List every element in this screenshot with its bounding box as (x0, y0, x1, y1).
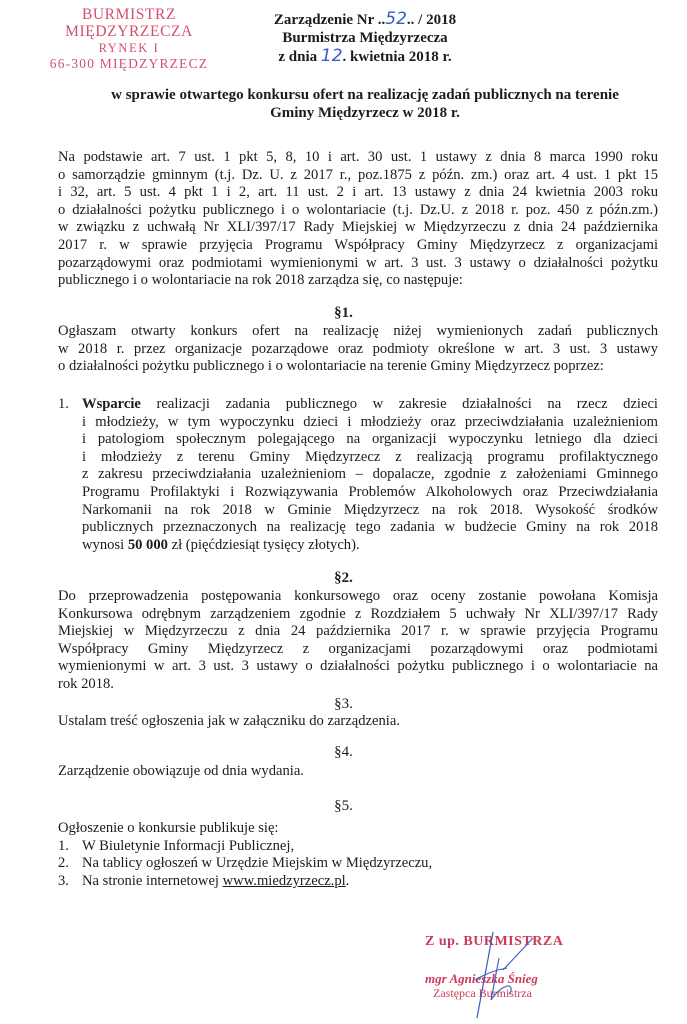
section-3-heading: §3. (334, 696, 353, 712)
section-1-intro: Ogłaszam otwarty konkurs ofert na realizację niżej wymienionych zadań publicznych w 2018 r. przez organizacje pozarządowe oraz podmioty określone w art. 3 ust. 3 ustawy o działalności pożytku publicznego i o wolontariacie na terenie Gminy Międzyrzecz poprzez: (58, 323, 658, 375)
publication-intro: Ogłoszenie o konkursie publikuje się: (58, 820, 279, 836)
section-2-heading: §2. (334, 570, 353, 586)
ordinance-date-line: z dnia 12. kwietnia 2018 r. (278, 46, 452, 66)
task-lead: Wsparcie (82, 396, 141, 412)
publication-item: 2. Na tablicy ogłoszeń w Urzędzie Miejskim w Międzyrzeczu, (58, 855, 433, 872)
ordinance-number-line: Zarządzenie Nr ..52.. / 2018 (273, 9, 457, 29)
section-5-heading: §5. (334, 798, 353, 814)
section-4-text: Zarządzenie obowiązuje od dnia wydania. (58, 763, 304, 779)
website-link[interactable]: www.miedzyrzecz.pl (222, 872, 346, 889)
document-title: w sprawie otwartego konkursu ofert na realizację zadań publicznych na terenie Gminy Międzyrzecz w 2018 r. (111, 87, 619, 121)
list-number: 1. (58, 396, 69, 412)
section-2-paragraph: Do przeprowadzenia postępowania konkursowego oraz oceny zostanie powołana Komisja Konkursowa odrębnym zarządzeniem zgodnie z Rozdziałem 5 uchwały Nr XLI/397/17 Rady Miejskiej w Międzyrzeczu z dnia 24 października 2017 r. w sprawie przyjęcia Programu Współpracy Gminy Międzyrzecz z organizacjami pozarządowymi oraz podmiotami wymienionymi w art. 3 ust. 3 ustawy o działalności pożytku publicznego i o wolontariacie na rok 2018. (58, 588, 658, 692)
handwritten-number: 52 (385, 9, 407, 29)
task-description: Wsparcie realizacji zadania publicznego w zakresie działalności na rzecz dzieci i młodzieży, w tym wypoczynku dzieci i młodzieży oraz przeciwdziałania uzależnieniom i patologiom społecznym polegającego na organizacji wypoczynku letniego dla dzieci i młodzieży z terenu Gminy Międzyrzecz z realizacją programu profilaktycznego z zakresu przeciwdziałania uzależnieniom – dopalacze, zgodnie z założeniami Gminnego Programu Profilaktyki i Rozwiązywania Problemów Alkoholowych oraz Przeciwdziałania Narkomanii na rok 2018 w Gminie Międzyrzecz na rok 2018. Wysokość środków publicznych przeznaczonych na realizację tego zadania w budżecie Gminy na rok 2018 wynosi 50 000 zł (pięćdziesiąt tysięcy złotych). (82, 396, 658, 553)
section-5-publication (58, 820, 478, 890)
publication-item: 3. Na stronie internetowej www.miedzyrzecz.pl. (58, 872, 350, 889)
section-1-heading: §1. (334, 305, 353, 321)
ordinance-issuer: Burmistrza Międzyrzecza (282, 30, 448, 46)
task-amount: 50 000 (127, 536, 168, 553)
office-stamp (20, 6, 238, 72)
preamble-paragraph: Na podstawie art. 7 ust. 1 pkt 5, 8, 10 i art. 30 ust. 1 ustawy z dnia 8 marca 1990 roku o samorządzie gminnym (t.j. Dz. U. z 2017 r., poz.1875 z późn. zm.) oraz art. 4 ust. 1 pkt 15 i 32, art. 5 ust. 4 pkt 1 i 2, art. 11 ust. 2 i art. 13 ustawy z dnia 24 kwietnia 2003 roku o działalności pożytku publicznego i o wolontariacie (t.j. Dz.U. z 2018 r. poz. 450 z późn.zm.) w związku z uchwałą Nr XLI/397/17 Rady Miejskiej w Międzyrzeczu z dnia 24 października 2017 r. w sprawie przyjęcia Programu Współpracy Gminy Międzyrzecz z organizacjami pozarządowymi oraz podmiotami wymienionymi w art. 3 ust. 3 ustawy o działalności pożytku publicznego i o wolontariacie na rok 2018 zarządza się, co następuje: (58, 149, 658, 289)
ordinance-header (245, 10, 485, 66)
signature-authorization: Z up. BURMISTRZA (425, 934, 564, 949)
signatory-role: Zastępca Burmistrza (433, 986, 532, 1000)
stamp-line-street: RYNEK I (98, 41, 160, 55)
stamp-line-city: 66-300 MIĘDZYRZECZ (49, 56, 209, 71)
signatory-name: mgr Agnieszka Śnieg (425, 971, 538, 986)
publication-item: 1. W Biuletynie Informacji Publicznej, (58, 837, 295, 854)
section-4-heading: §4. (334, 744, 353, 760)
handwritten-day: 12 (320, 46, 343, 66)
section-3-text: Ustalam treść ogłoszenia jak w załączniku do zarządzenia. (58, 713, 400, 729)
stamp-line-title: BURMISTRZ MIĘDZYRZECZA (65, 6, 193, 40)
handwritten-signature-icon (455, 930, 545, 1020)
